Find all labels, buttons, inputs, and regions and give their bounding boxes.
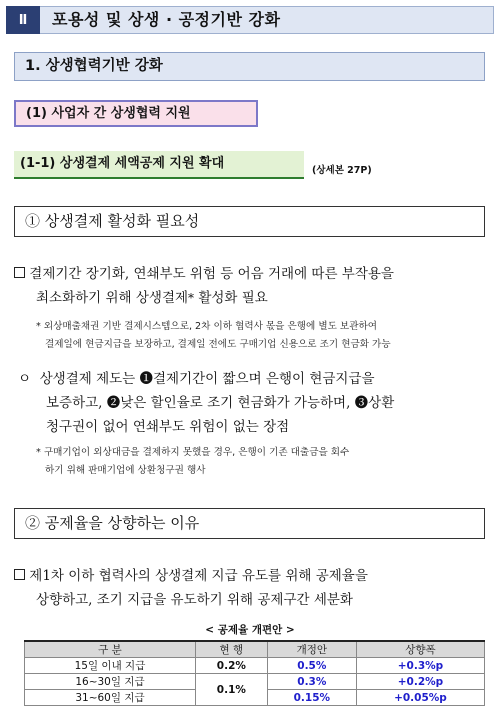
heading-reason: ② 공제율을 상향하는 이유 [14,508,485,539]
table-header: 현 행 [195,641,267,658]
proposed-rate: 0.3% [267,674,356,690]
rate-increase: +0.3%p [356,658,484,674]
footnote-1: * 외상매출채권 기반 결제시스템으로, 2차 이하 협력사 몫을 은행에 별도 보관하여 결제일에 현금지급을 보장하고, 결제일 전에도 구매기업 신용으로 조기 현금화 가능 [36,321,391,350]
rate-increase: +0.05%p [356,690,484,706]
row-label: 16~30일 지급 [25,674,196,690]
row-label: 15일 이내 지급 [25,658,196,674]
row-label: 31~60일 지급 [25,690,196,706]
square-bullet-icon [14,569,25,580]
paragraph-3: 제1차 이하 협력사의 상생결제 지급 유도를 위해 공제율을 상향하고, 조기 지급을 유도하기 위해 공제구간 세분화 [14,564,494,612]
table-header: 구 분 [25,641,196,658]
paragraph-1: 결제기간 장기화, 연쇄부도 위험 등 어음 거래에 따른 부작용을 최소화하기 위해 상생결제* 활성화 필요 [14,262,494,310]
table-header: 상향폭 [356,641,484,658]
table-row [25,658,485,674]
deduction-rate-table [24,640,485,706]
table-row [25,674,485,690]
proposed-rate: 0.5% [267,658,356,674]
sub-subsection-title: (1-1) 상생결제 세액공제 지원 확대 [14,151,304,179]
paragraph-2: ㅇ 상생결제 제도는 ❶결제기간이 짧으며 은행이 현금지급을 보증하고, ❷낮은 할인율로 조기 현금화가 가능하며, ❸상환 청구권이 없어 연쇄부도 위험이 없는 장점 [18,371,395,435]
banner-title: 포용성 및 상생 · 공정기반 강화 [52,10,281,29]
current-rate: 0.1% [195,674,267,706]
footnote-2: * 구매기업이 외상대금을 결제하지 못했을 경우, 은행이 기존 대출금을 회수 하기 위해 판매기업에 상환청구권 행사 [36,447,350,476]
table-title: < 공제율 개편안 > [205,624,295,636]
table-header: 개정안 [267,641,356,658]
page-reference: (상세본 27P) [312,165,372,176]
section-title: 1. 상생협력기반 강화 [14,52,485,81]
banner-number: Ⅱ [6,6,40,34]
subsection-title: (1) 사업자 간 상생협력 지원 [14,100,258,127]
square-bullet-icon [14,267,25,278]
circle-bullet-icon: ㅇ [18,371,32,387]
heading-necessity: ① 상생결제 활성화 필요성 [14,206,485,237]
current-rate: 0.2% [195,658,267,674]
proposed-rate: 0.15% [267,690,356,706]
rate-increase: +0.2%p [356,674,484,690]
